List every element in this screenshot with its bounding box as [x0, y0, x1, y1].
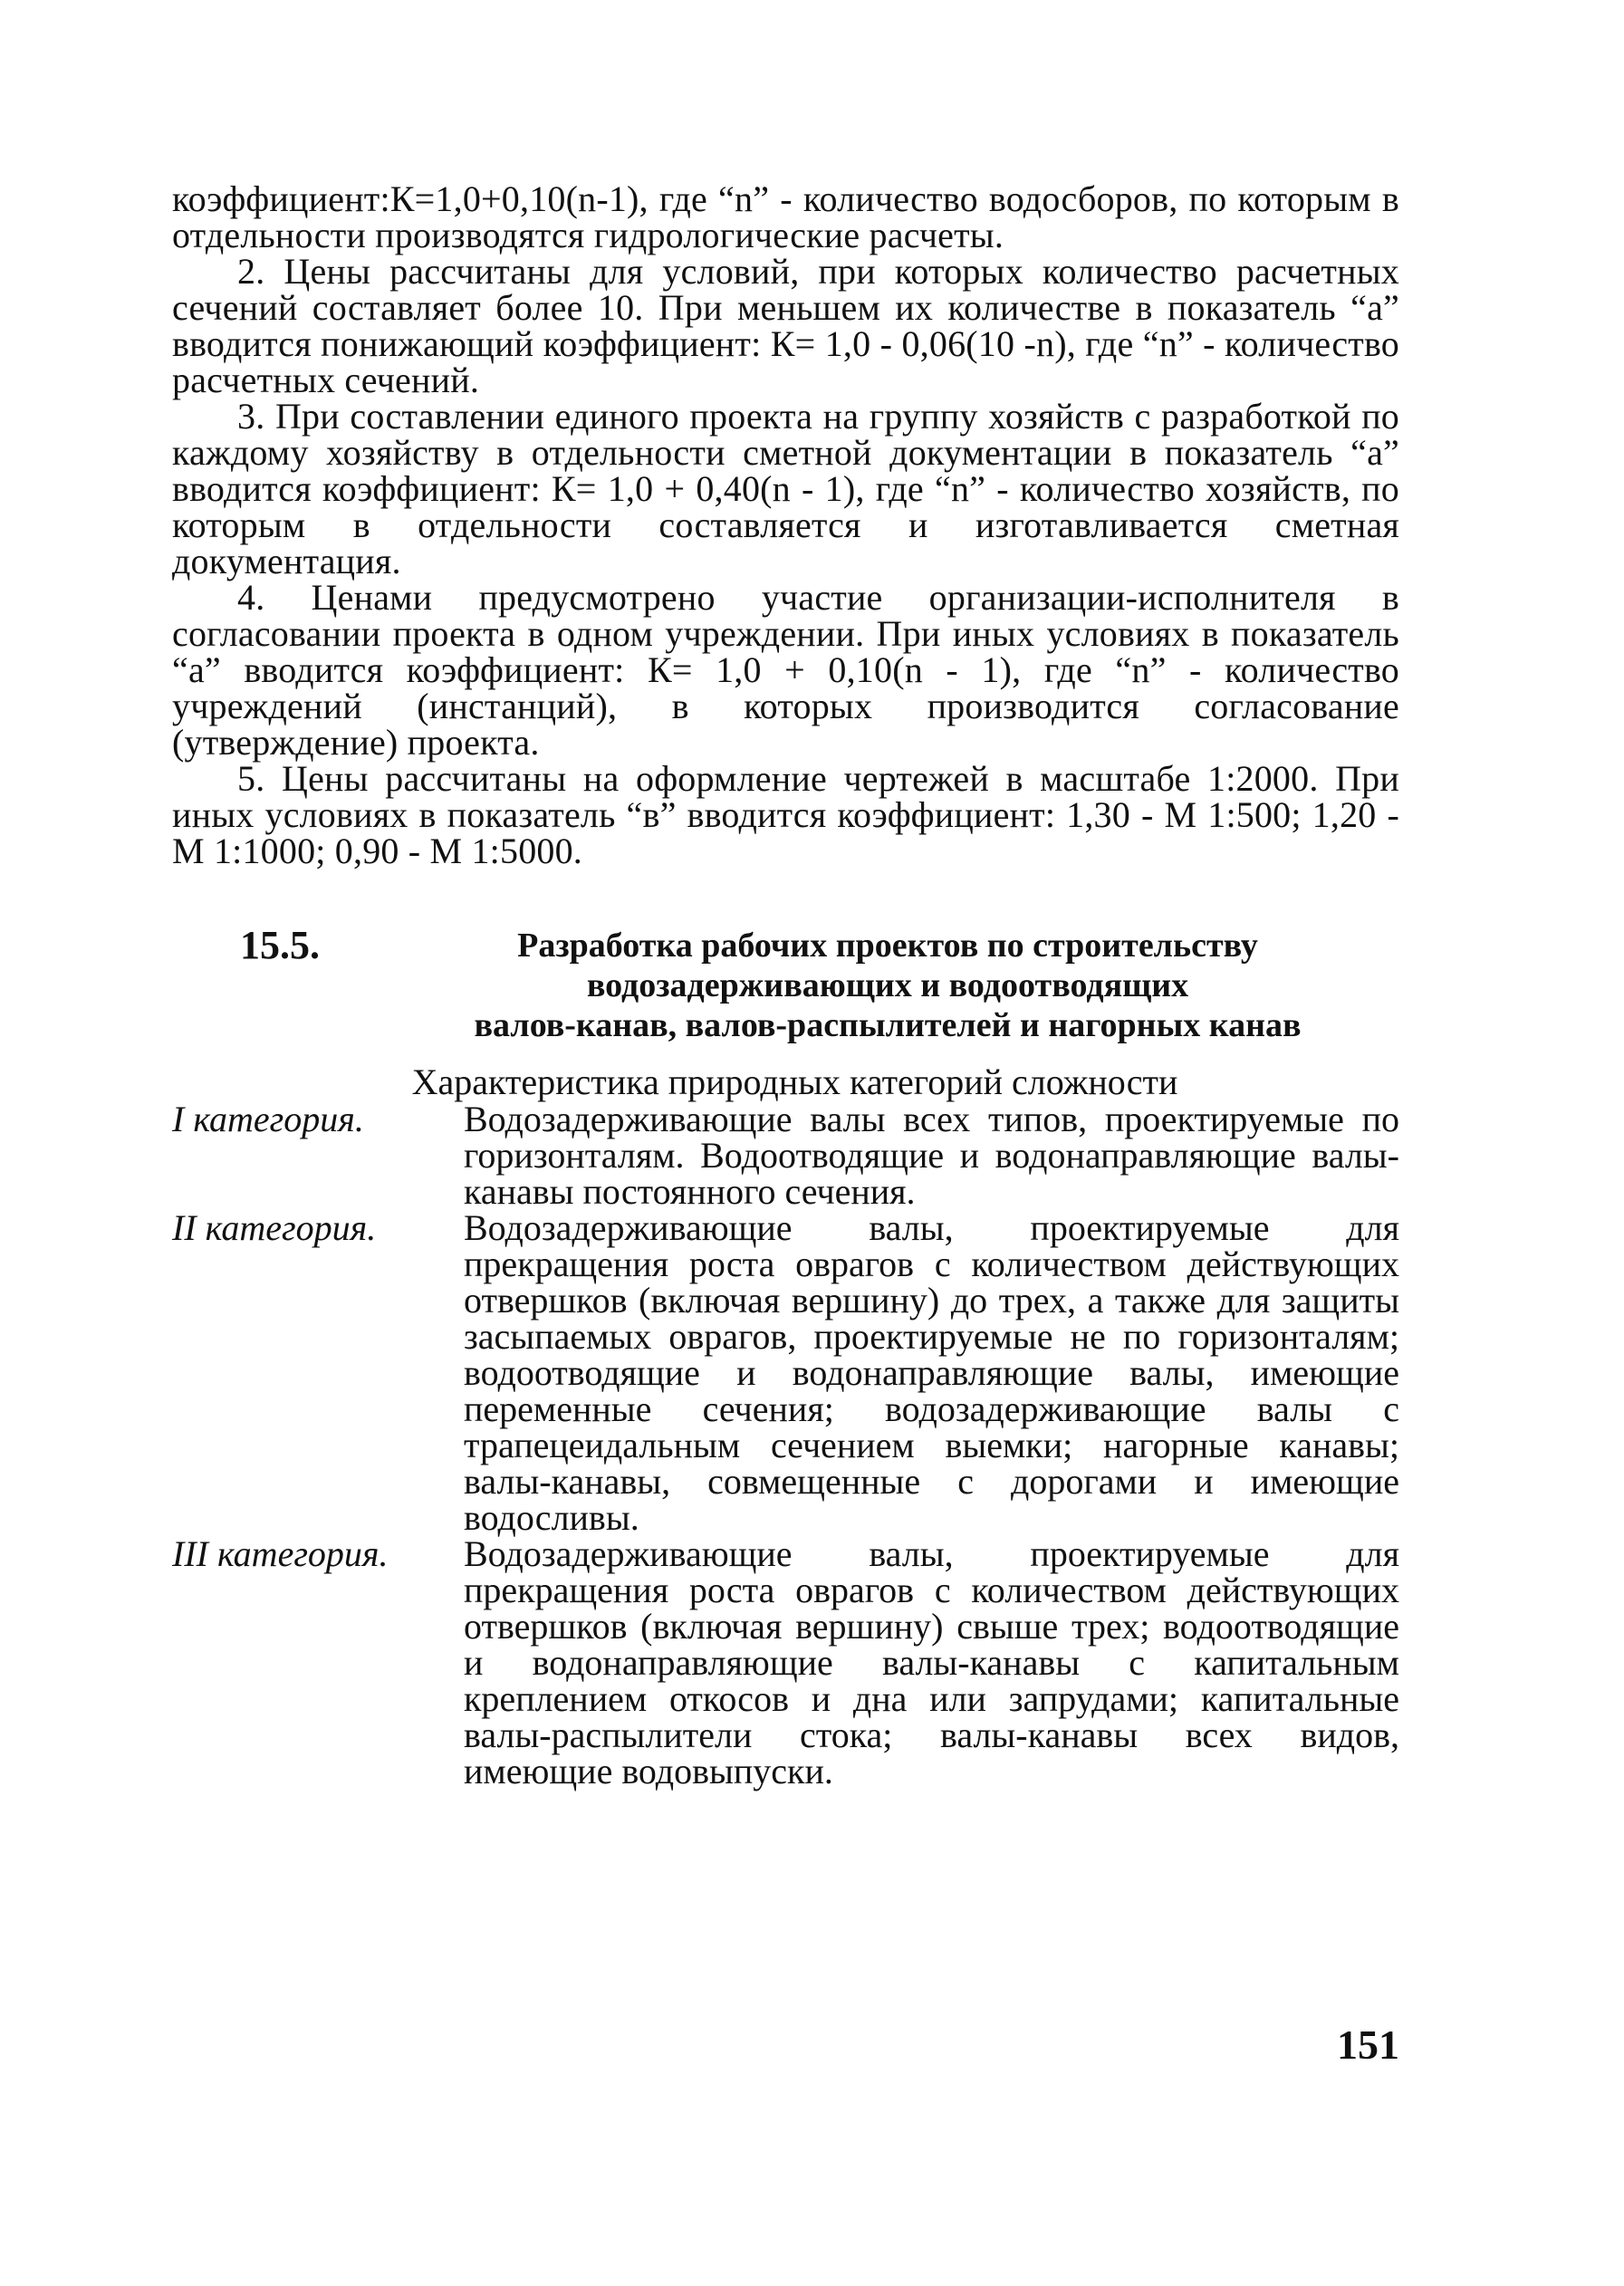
section-number: 15.5. — [240, 923, 320, 967]
page-number: 151 — [1337, 2022, 1399, 2068]
category-2-text: Водозадерживающие валы, проектируемые для прекращения роста оврагов с количеством действующих отвершков (включая вершину) до трех, а также для защиты засыпаемых оврагов, проектируемые не по горизонталям; водоотводящие и водонаправляющие валы, имеющие переменные сечения; водозадерживающие валы с трапецеидальным сечением выемки; нагорные канавы; валы-канавы, совмещенные с дорогами и имеющие водосливы. — [464, 1207, 1399, 1538]
subheading: Характеристика природных категорий сложности — [411, 1061, 1178, 1102]
category-1-text: Водозадерживающие валы всех типов, проектируемые по горизонталям. Водоотводящие и водонаправляющие валы-канавы постоянного сечения. — [464, 1099, 1399, 1212]
category-1 — [172, 1101, 1399, 1210]
category-3-text: Водозадерживающие валы, проектируемые для прекращения роста оврагов с количеством действующих отвершков (включая вершину) свыше трех; водоотводящие и водонаправляющие валы-канавы с капитальным креплением откосов и дна или запрудами; капитальные валы-распылители стока; валы-канавы всех видов, имеющие водовыпуски. — [464, 1533, 1399, 1791]
category-2 — [172, 1207, 1399, 1538]
category-3 — [172, 1533, 1399, 1791]
category-3-label: III категория. — [172, 1533, 389, 1574]
paragraph-note-4: 4. Ценами предусмотрено участие организации-исполнителя в согласовании проекта в одном учреждении. При иных условиях в показатель “а” вводится коэффициент: К= 1,0 + 0,10(n - 1), где “n” - количество учреждений (инстанций), в которых производится согласование (утверждение) проекта. — [172, 577, 1399, 763]
section-title — [376, 926, 1399, 1045]
paragraph-note-2: 2. Цены рассчитаны для условий, при которых количество расчетных сечений составляет более 10. При меньшем их количестве в показатель “а” вводится понижающий коэффициент: К= 1,0 - 0,06(10 -n), где “n” - количество расчетных сечений. — [172, 251, 1399, 400]
category-2-label: II категория. — [172, 1207, 377, 1248]
section-heading — [172, 923, 1399, 1045]
paragraph-note-5: 5. Цены рассчитаны на оформление чертежей в масштабе 1:2000. При иных условиях в показатель “в” вводится коэффициент: 1,30 - М 1:500; 1,20 - М 1:1000; 0,90 - М 1:5000. — [172, 758, 1399, 871]
paragraph-coefficient-continuation: коэффициент:К=1,0+0,10(n-1), где “n” - количество водосборов, по которым в отдельности производятся гидрологические расчеты. — [172, 178, 1399, 255]
paragraph-note-3: 3. При составлении единого проекта на группу хозяйств с разработкой по каждому хозяйству в отдельности сметной документации в показатель “а” вводится коэффициент: К= 1,0 + 0,40(n - 1), где “n” - количество хозяйств, по которым в отдельности составляется и изготавливается сметная документация. — [172, 396, 1399, 581]
category-1-label: I категория. — [172, 1099, 364, 1139]
document-page — [172, 178, 1399, 2246]
section-title-line-1: Разработка рабочих проектов по строительству — [517, 927, 1258, 965]
section-title-line-2: водозадерживающих и водоотводящих — [586, 966, 1189, 1004]
section-title-line-3: валов-канав, валов-распылителей и нагорных канав — [474, 1006, 1302, 1044]
